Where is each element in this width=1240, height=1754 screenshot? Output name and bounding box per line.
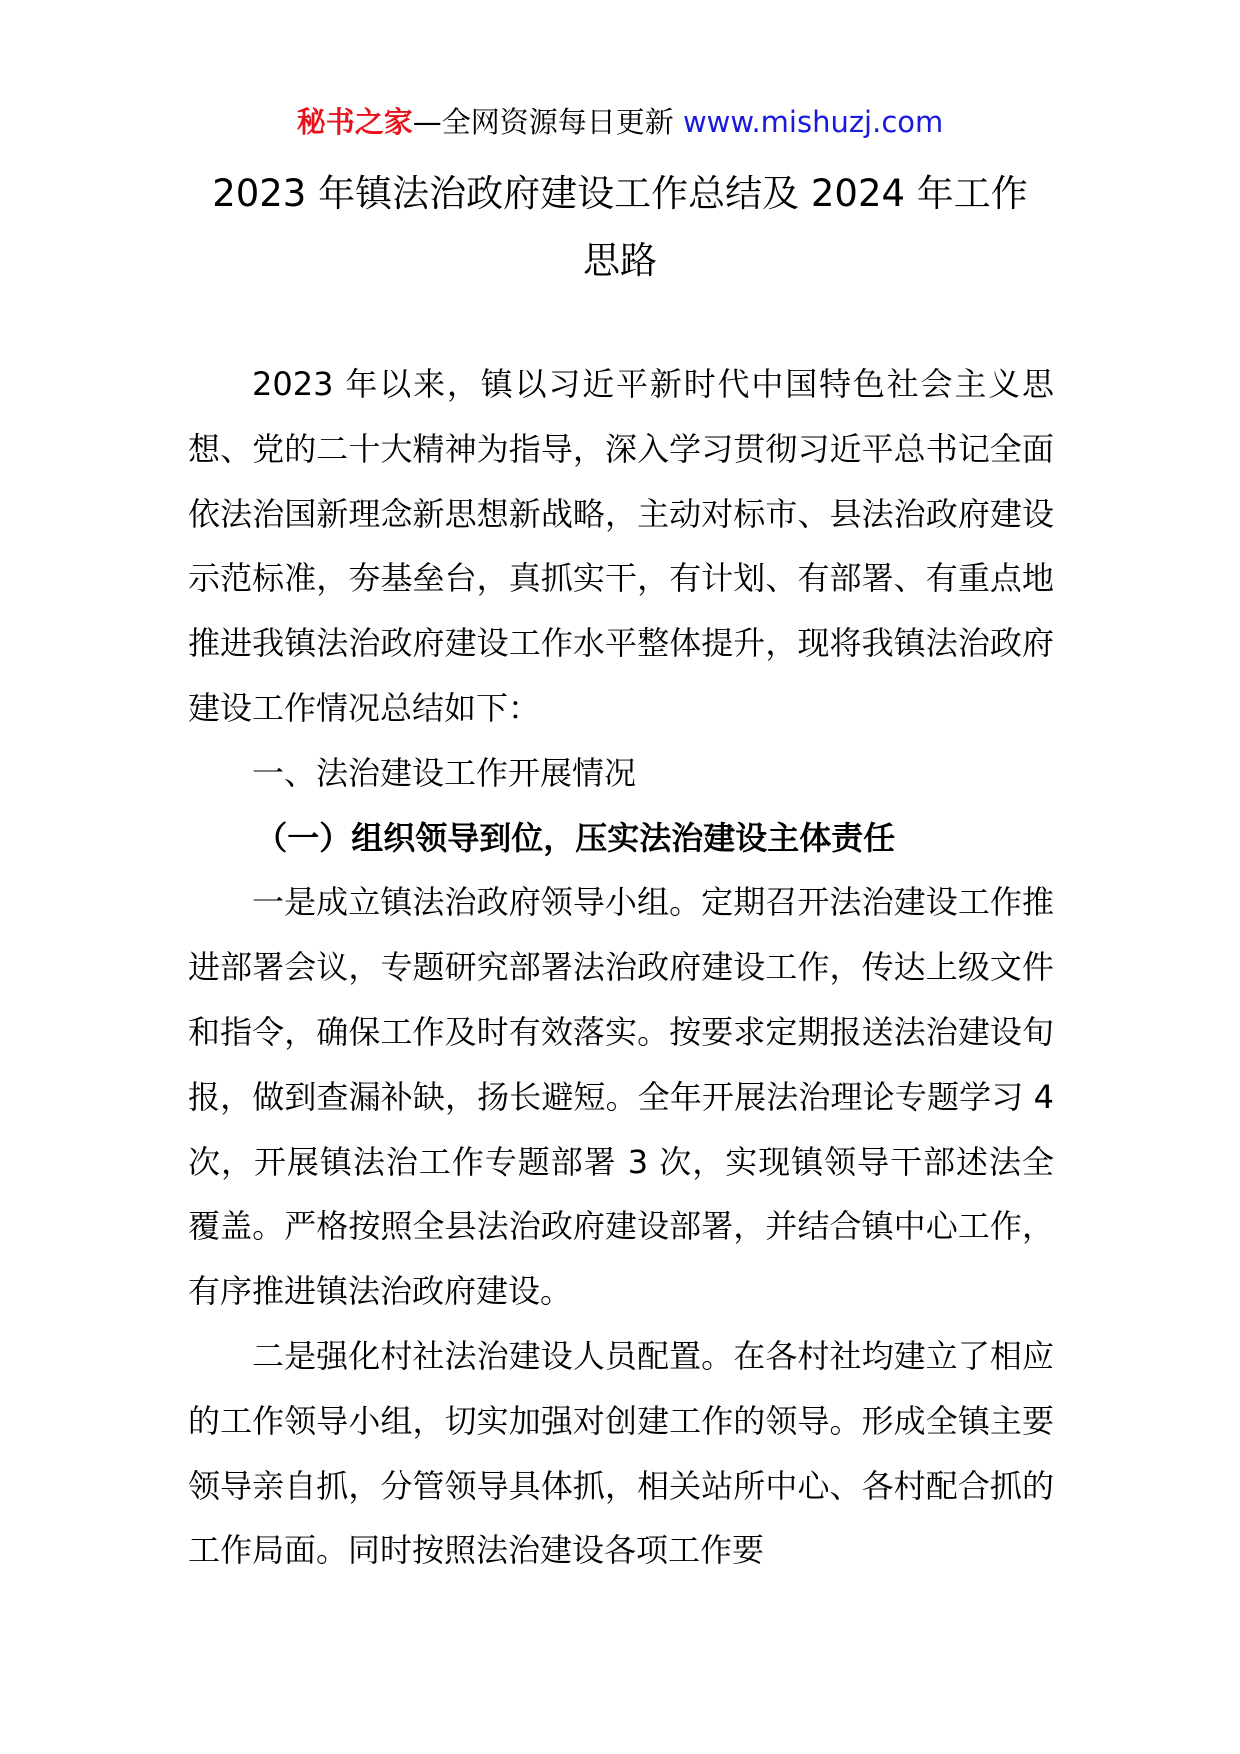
- document-title: [170, 160, 1070, 294]
- intro-paragraph: 2023 年以来，镇以习近平新时代中国特色社会主义思想、党的二十大精神为指导，深入学习贯彻习近平总书记全面依法治国新理念新思想新战略，主动对标市、县法治政府建设示范标准，夯基垒台，真抓实干，有计划、有部署、有重点地推进我镇法治政府建设工作水平整体提升，现将我镇法治政府建设工作情况总结如下：: [188, 365, 1054, 727]
- document-body: [188, 352, 1054, 1583]
- section-heading: 一、法治建设工作开展情况: [252, 753, 637, 792]
- site-url: www.mishuzj.com: [673, 105, 944, 139]
- body-paragraph: 一是成立镇法治政府领导小组。定期召开法治建设工作推进部署会议，专题研究部署法治政府建设工作，传达上级文件和指令，确保工作及时有效落实。按要求定期报送法治建设旬报，做到查漏补缺，扬长避短。全年开展法治理论专题学习 4 次，开展镇法治工作专题部署 3 次，实现镇领导干部述法全覆盖。严格按照全县法治政府建设部署，并结合镇中心工作，有序推进镇法治政府建设。: [188, 883, 1054, 1311]
- title-line-2: 思路: [583, 239, 657, 282]
- body-paragraph: 二是强化村社法治建设人员配置。在各村社均建立了相应的工作领导小组，切实加强对创建工作的领导。形成全镇主要领导亲自抓，分管领导具体抓，相关站所中心、各村配合抓的工作局面。同时按照法治建设各项工作要: [188, 1336, 1054, 1570]
- brand-name: 秘书之家: [296, 105, 413, 139]
- watermark-header: [0, 102, 1240, 142]
- subsection-heading: （一）组织领导到位，压实法治建设主体责任: [255, 818, 896, 857]
- title-line-1: 2023 年镇法治政府建设工作总结及 2024 年工作: [212, 172, 1028, 215]
- brand-tagline: —全网资源每日更新: [412, 105, 674, 139]
